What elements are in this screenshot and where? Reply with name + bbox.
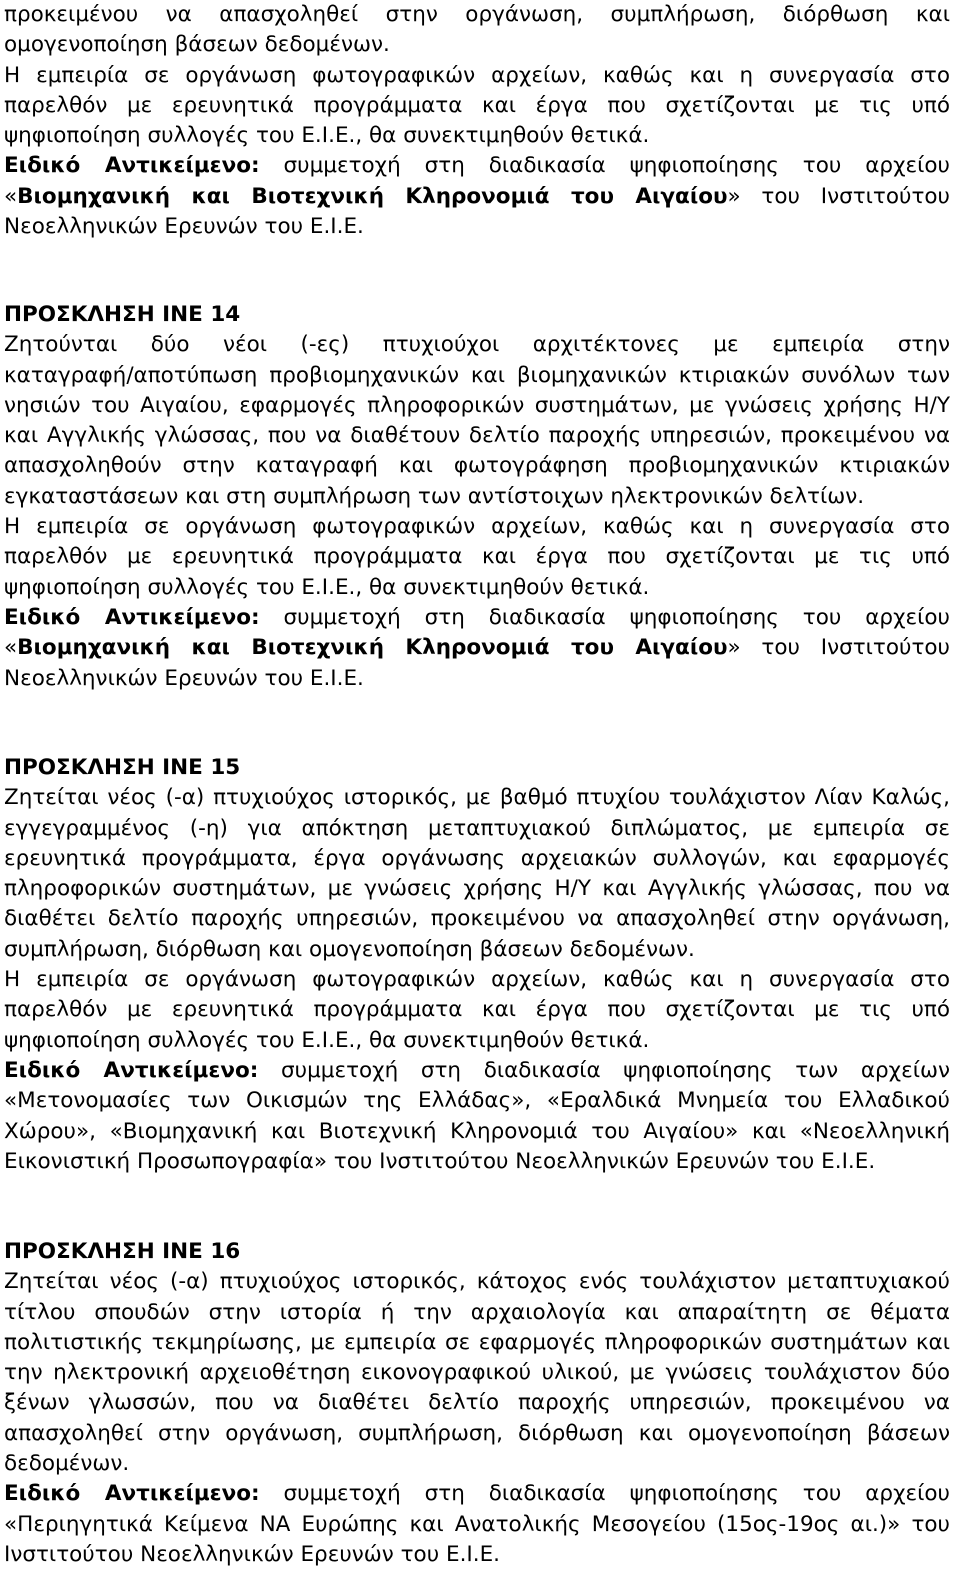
- section-ine-14: [4, 300, 950, 694]
- archive-title: Βιομηχανική και Βιοτεχνική Κληρονομιά του Αιγαίου: [17, 183, 728, 209]
- archive-title: Βιομηχανική και Βιοτεχνική Κληρονομιά του Αιγαίου: [17, 635, 728, 661]
- paragraph-line: εγγεγραμμένος (-η) για απόκτηση μεταπτυχιακού διπλώματος, με εμπειρία σε: [4, 815, 950, 841]
- paragraph-line: Η εμπειρία σε οργάνωση φωτογραφικών αρχείων, καθώς και η συνεργασία στο: [4, 62, 950, 88]
- section-heading: ΠΡΟΣΚΛΗΣΗ ΙΝΕ 16: [4, 1239, 241, 1264]
- paragraph-line: Η εμπειρία σε οργάνωση φωτογραφικών αρχείων, καθώς και η συνεργασία στο: [4, 514, 950, 540]
- paragraph-line: καταγραφή/αποτύπωση προβιομηχανικών και βιομηχανικών κτιριακών συνόλων των: [4, 362, 950, 388]
- paragraph-line: «Περιηγητικά Κείμενα ΝΑ Ευρώπης και Ανατολικής Μεσογείου (15ος-19ος αι.)» του: [4, 1511, 950, 1537]
- special-subject-line: [4, 603, 950, 633]
- quote-open: «: [4, 635, 18, 661]
- paragraph-line: συμπλήρωση, διόρθωση και ομογενοποίηση βάσεων δεδομένων.: [4, 936, 695, 962]
- paragraph-line: ερευνητικά προγράμματα, έργα οργάνωσης αρχειακών συλλογών, και εφαρμογές: [4, 845, 950, 871]
- special-subject-text: συμμετοχή στη διαδικασία ψηφιοποίησης των αρχείων: [258, 1057, 950, 1083]
- paragraph-line: Χώρου», «Βιομηχανική και Βιοτεχνική Κληρονομιά του Αιγαίου» και «Νεοελληνική: [4, 1118, 950, 1144]
- special-subject-line: [4, 182, 950, 212]
- special-subject-label: Ειδικό Αντικείμενο:: [4, 1481, 260, 1507]
- special-subject-line: [4, 1479, 950, 1509]
- paragraph-line: ξένων γλωσσών, που να διαθέτει δελτίο παροχής υπηρεσιών, προκειμένου να: [4, 1390, 950, 1416]
- paragraph-line: ψηφιοποίηση συλλογές του Ε.Ι.Ε., θα συνεκτιμηθούν θετικά.: [4, 574, 650, 600]
- paragraph-line: Ζητείται νέος (-α) πτυχιούχος ιστορικός, κάτοχος ενός τουλάχιστον μεταπτυχιακού: [4, 1269, 950, 1295]
- paragraph-line: Εικονιστική Προσωπογραφία» του Ινστιτούτου Νεοελληνικών Ερευνών του Ε.Ι.Ε.: [4, 1148, 876, 1174]
- paragraph-line: τίτλου σπουδών στην ιστορία ή την αρχαιολογία και απαραίτητη σε θέματα: [4, 1299, 950, 1325]
- paragraph-line: και Αγγλικής γλώσσας, που να διαθέτουν δελτίο παροχής υπηρεσιών, προκειμένου να: [4, 423, 950, 449]
- top-section: [4, 0, 950, 242]
- quote-open: «: [4, 183, 18, 209]
- special-subject-line: [4, 633, 950, 663]
- paragraph-line: Νεοελληνικών Ερευνών του Ε.Ι.Ε.: [4, 665, 364, 691]
- paragraph-line: πολιτιστικής τεκμηρίωσης, με εμπειρία σε εφαρμογές πληροφορικών συστημάτων και: [4, 1329, 950, 1355]
- paragraph-line: ψηφιοποίηση συλλογές του Ε.Ι.Ε., θα συνεκτιμηθούν θετικά.: [4, 1027, 650, 1053]
- paragraph-line: παρελθόν με ερευνητικά προγράμματα και έργα που σχετίζονται με τις υπό: [4, 997, 950, 1023]
- paragraph-line: προκειμένου να απασχοληθεί στην οργάνωση, συμπλήρωση, διόρθωση και: [4, 2, 950, 27]
- paragraph-line: την ηλεκτρονική αρχειοθέτηση εικονογραφικού υλικού, με γνώσεις τουλάχιστον δύο: [4, 1360, 950, 1386]
- section-heading: ΠΡΟΣΚΛΗΣΗ ΙΝΕ 15: [4, 755, 241, 780]
- paragraph-line: διαθέτει δελτίο παροχής υπηρεσιών, προκειμένου να απασχοληθεί στην οργάνωση,: [4, 906, 950, 932]
- paragraph-line: Ζητούνται δύο νέοι (-ες) πτυχιούχοι αρχιτέκτονες με εμπειρία στην: [4, 332, 950, 358]
- paragraph-line: δεδομένων.: [4, 1451, 130, 1477]
- special-subject-line: [4, 151, 950, 181]
- paragraph-line: Η εμπειρία σε οργάνωση φωτογραφικών αρχείων, καθώς και η συνεργασία στο: [4, 967, 950, 993]
- section-heading: ΠΡΟΣΚΛΗΣΗ ΙΝΕ 14: [4, 302, 241, 327]
- special-subject-text: » του Ινστιτούτου: [727, 635, 950, 661]
- paragraph-line: εγκαταστάσεων και στη συμπλήρωση των αντίστοιχων ηλεκτρονικών δελτίων.: [4, 483, 865, 509]
- paragraph-line: «Μετονομασίες των Οικισμών της Ελλάδας», «Εραλδικά Μνημεία του Ελλαδικού: [4, 1088, 950, 1114]
- section-ine-15: [4, 753, 950, 1177]
- special-subject-text: συμμετοχή στη διαδικασία ψηφιοποίησης του αρχείου: [259, 153, 950, 179]
- paragraph-line: ψηφιοποίηση συλλογές του Ε.Ι.Ε., θα συνεκτιμηθούν θετικά.: [4, 123, 650, 149]
- paragraph-line: απασχοληθούν στην καταγραφή και φωτογράφηση προβιομηχανικών κτιριακών: [4, 453, 950, 479]
- special-subject-text: συμμετοχή στη διαδικασία ψηφιοποίησης του αρχείου: [259, 604, 950, 630]
- special-subject-text: συμμετοχή στη διαδικασία ψηφιοποίησης του αρχείου: [259, 1481, 950, 1507]
- paragraph-line: ομογενοποίηση βάσεων δεδομένων.: [4, 32, 390, 58]
- special-subject-text: » του Ινστιτούτου: [727, 183, 950, 209]
- special-subject-label: Ειδικό Αντικείμενο:: [4, 153, 260, 179]
- paragraph-line: νησιών του Αιγαίου, εφαρμογές πληροφορικών συστημάτων, με γνώσεις χρήσης Η/Υ: [4, 392, 950, 418]
- section-ine-16: [4, 1237, 950, 1570]
- paragraph-line: παρελθόν με ερευνητικά προγράμματα και έργα που σχετίζονται με τις υπό: [4, 544, 950, 570]
- paragraph-line: απασχοληθεί στην οργάνωση, συμπλήρωση, διόρθωση και ομογενοποίηση βάσεων: [4, 1420, 950, 1446]
- paragraph-line: Ινστιτούτου Νεοελληνικών Ερευνών του Ε.Ι.Ε.: [4, 1541, 501, 1567]
- special-subject-line: [4, 1056, 950, 1086]
- special-subject-label: Ειδικό Αντικείμενο:: [4, 1057, 259, 1083]
- special-subject-label: Ειδικό Αντικείμενο:: [4, 604, 260, 630]
- paragraph-line: Ζητείται νέος (-α) πτυχιούχος ιστορικός, με βαθμό πτυχίου τουλάχιστον Λίαν Καλώς,: [4, 785, 950, 811]
- paragraph-line: πληροφορικών συστημάτων, με γνώσεις χρήσης Η/Υ και Αγγλικής γλώσσας, που να: [4, 876, 950, 902]
- paragraph-line: παρελθόν με ερευνητικά προγράμματα και έργα που σχετίζονται με τις υπό: [4, 92, 950, 118]
- paragraph-line: Νεοελληνικών Ερευνών του Ε.Ι.Ε.: [4, 214, 364, 240]
